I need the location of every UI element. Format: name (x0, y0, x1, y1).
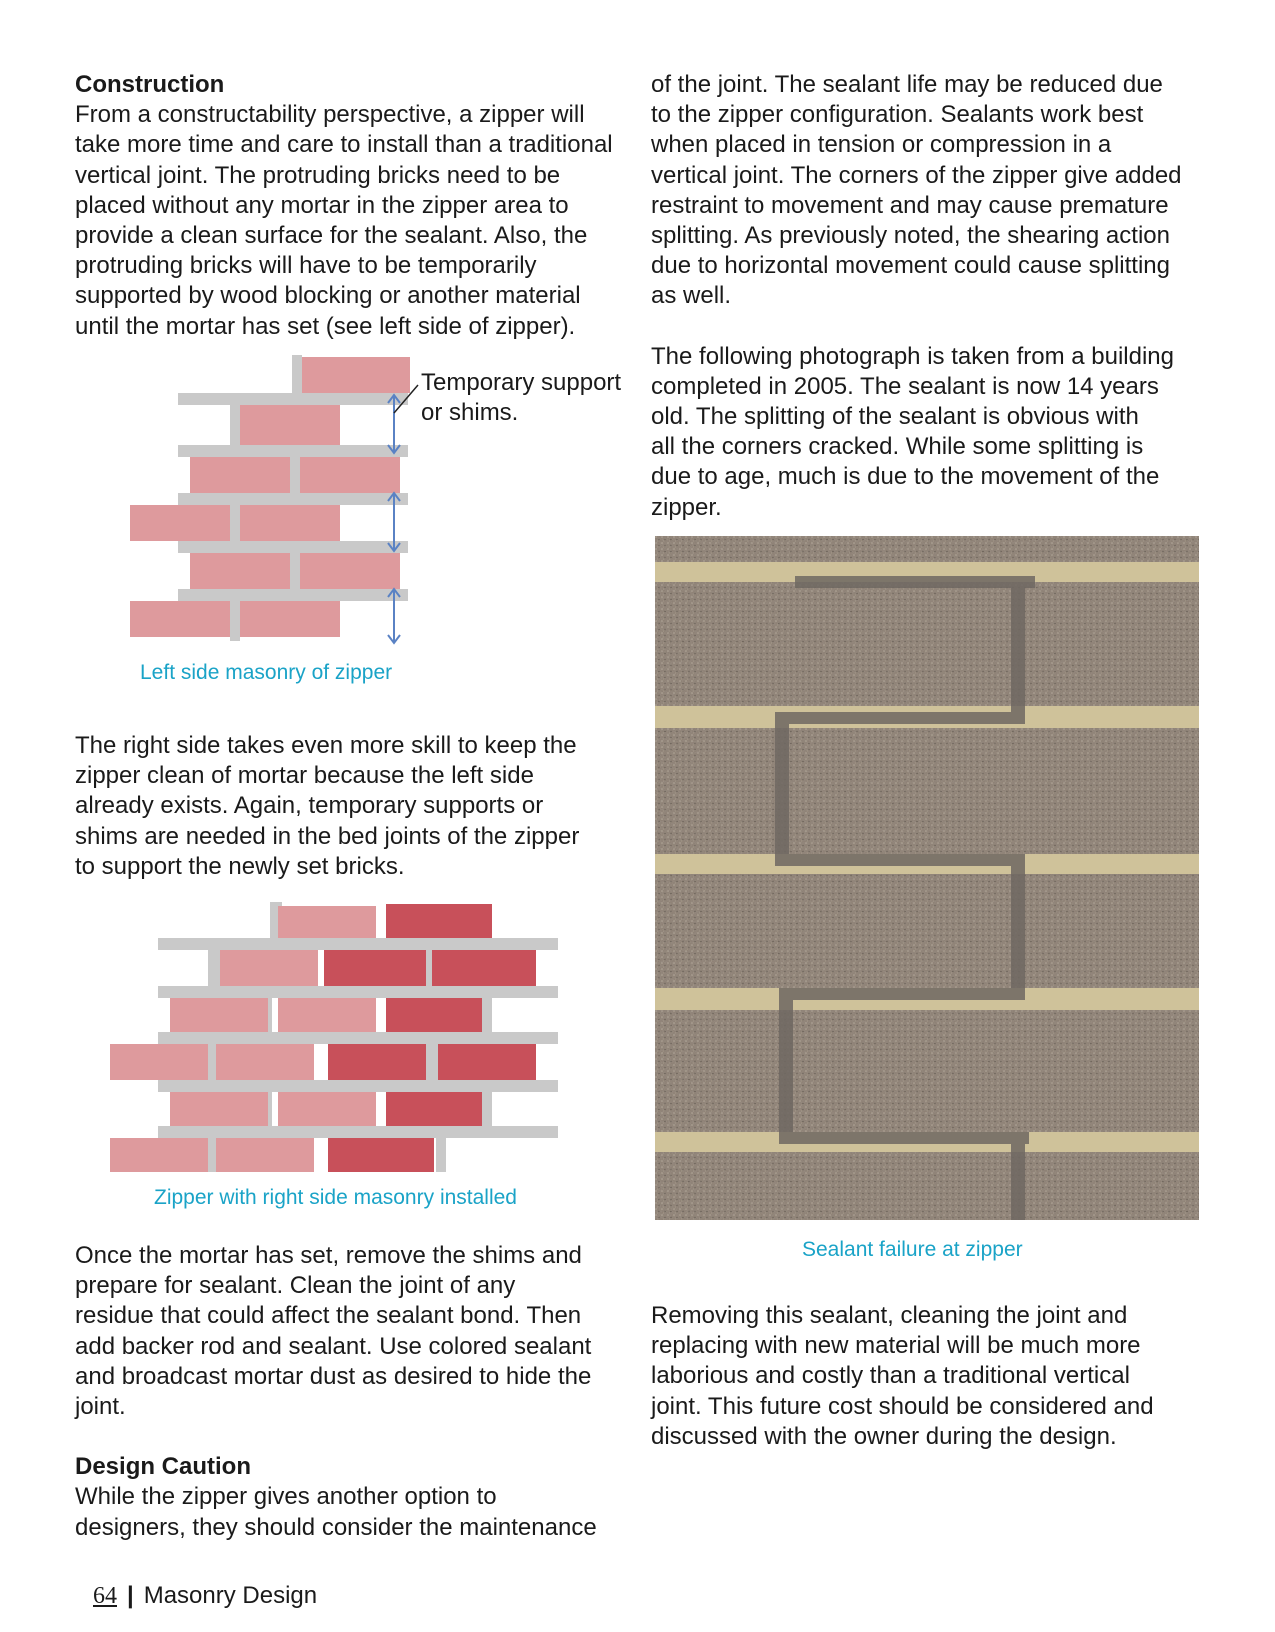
page-footer (93, 1582, 317, 1610)
paragraph-line: joint. (75, 1393, 126, 1421)
paragraph-line: replacing with new material will be much more (651, 1332, 1141, 1360)
right-side-paragraph (75, 731, 635, 882)
paragraph-line: Once the mortar has set, remove the shims and (75, 1242, 582, 1269)
right-column (651, 70, 1211, 523)
paragraph-line: The right side takes even more skill to keep the (75, 732, 577, 759)
paragraph-line: laborious and costly than a traditional vertical (651, 1362, 1130, 1390)
figure-left-side-masonry (130, 355, 420, 645)
paragraph-line: prepare for sealant. Clean the joint of any (75, 1272, 516, 1300)
paragraph-line: to the zipper configuration. Sealants work best (651, 101, 1144, 129)
paragraph-line: placed without any mortar in the zipper area to (75, 191, 569, 219)
paragraph-line: all the corners cracked. While some splitting is (651, 433, 1144, 461)
paragraph-line: discussed with the owner during the design. (651, 1422, 1117, 1450)
photo-caption: Sealant failure at zipper (802, 1238, 1023, 1261)
footer-separator: | (127, 1582, 134, 1609)
paragraph-line: vertical joint. The protruding bricks need to be (75, 161, 561, 189)
construction-heading: Construction (75, 71, 225, 98)
paragraph-line: completed in 2005. The sealant is now 14 years (651, 372, 1159, 400)
paragraph-line: The following photograph is taken from a building (651, 342, 1174, 370)
mortar-joints (158, 902, 558, 1172)
paragraph-line: shims are needed in the bed joints of the zipper (75, 822, 580, 850)
figure1-caption: Left side masonry of zipper (140, 661, 393, 684)
paragraph-line: vertical joint. The corners of the zipper give added (651, 161, 1182, 189)
paragraph-line: add backer rod and sealant. Use colored sealant (75, 1332, 592, 1360)
paragraph-line: due to horizontal movement could cause splitting (651, 252, 1170, 280)
design-caution-heading: Design Caution (75, 1453, 252, 1481)
paragraph-line: restraint to movement and may cause premature (651, 191, 1169, 219)
paragraph-line: designers, they should consider the maintenance (75, 1513, 597, 1541)
paragraph-line: Removing this sealant, cleaning the joint and (651, 1302, 1128, 1329)
figure-zipper-right-side (110, 902, 560, 1172)
paragraph-line: as well. (651, 282, 732, 310)
paragraph-line: and broadcast mortar dust as desired to hide the (75, 1362, 592, 1390)
paragraph-line: provide a clean surface for the sealant. Also, the (75, 222, 588, 250)
paragraph-line: when placed in tension or compression in a (651, 131, 1112, 159)
paragraph-line: zipper. (651, 493, 722, 521)
shim-arrows (388, 395, 400, 643)
paragraph-line: protruding bricks will have to be temporarily (75, 252, 537, 280)
paragraph-line: supported by wood blocking or another material (75, 282, 581, 310)
footer-title: Masonry Design (143, 1582, 318, 1609)
paragraph-line: old. The splitting of the sealant is obvious with (651, 403, 1139, 431)
paragraph-line: already exists. Again, temporary supports or (75, 792, 544, 820)
removing-paragraph (651, 1301, 1211, 1452)
construction-paragraph (75, 100, 635, 342)
paragraph-line: While the zipper gives another option to (75, 1483, 497, 1511)
figure1-annotation: Temporary support or shims. (421, 369, 622, 426)
paragraph-line: joint. This future cost should be considered and (651, 1392, 1154, 1420)
paragraph-line: of the joint. The sealant life may be reduced due (651, 71, 1163, 98)
figure2-caption: Zipper with right side masonry installed (154, 1186, 517, 1209)
paragraph-line: to support the newly set bricks. (75, 852, 405, 880)
page-number: 64 (93, 1583, 117, 1609)
paragraph-line: due to age, much is due to the movement of the (651, 463, 1160, 491)
mortar-joints (178, 355, 408, 641)
paragraph-line: From a constructability perspective, a zipper will (75, 101, 585, 129)
paragraph-line: take more time and care to install than a traditional (75, 131, 613, 159)
left-column (75, 70, 635, 342)
paragraph-line: splitting. As previously noted, the shearing action (651, 222, 1170, 250)
sealant-failure-photo (655, 536, 1199, 1220)
once-paragraph (75, 1241, 635, 1543)
paragraph-line: residue that could affect the sealant bond. Then (75, 1302, 582, 1330)
paragraph-line: until the mortar has set (see left side of zipper). (75, 312, 576, 340)
paragraph-line: zipper clean of mortar because the left side (75, 762, 534, 790)
